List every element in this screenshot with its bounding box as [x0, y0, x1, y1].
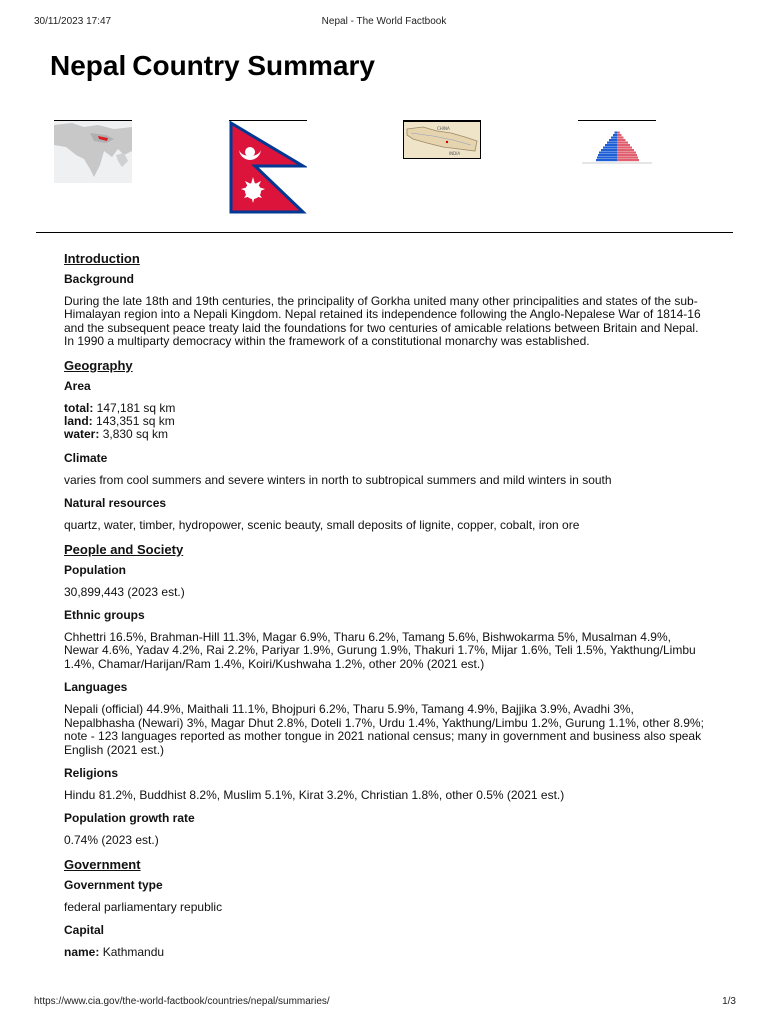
print-date: 30/11/2023 17:47 — [34, 16, 112, 27]
area-land: land: 143,351 sq km — [64, 414, 175, 429]
print-doc-title: Nepal - The World Factbook — [321, 16, 447, 27]
summary-content — [64, 249, 704, 960]
svg-text:CHINA: CHINA — [437, 126, 450, 131]
field-label-languages: Languages — [64, 680, 128, 695]
field-label-climate: Climate — [64, 450, 108, 465]
field-label-area: Area — [64, 378, 91, 393]
field-value-ethnic-groups: Chhettri 16.5%, Brahman-Hill 11.3%, Magar 6.9%, Tharu 6.2%, Tamang 5.6%, Bishwokarma 5%, Musalman 4.9%, Newar 4.6%, Yadav 4.2%, Rai 2.2%, Pariyar 1.9%, Gurung 1.9%, Thakuri 1.7%, Mijar 1.6%, Teli 1.5%, Yakthung/Limbu 1.4%, Chamar/Harijan/Ram 1.4%, Koiri/Kushwaha 1.2%, other 20% (2021 est.) — [64, 630, 696, 671]
section-heading-people-and-society[interactable]: People and Society — [64, 541, 184, 557]
field-value-area — [64, 402, 704, 442]
header-divider — [36, 232, 733, 233]
field-value-climate: varies from cool summers and severe winters in north to subtropical summers and mild winters in south — [64, 472, 612, 487]
print-url[interactable]: https://www.cia.gov/the-world-factbook/countries/nepal/summaries/ — [34, 996, 330, 1007]
population-pyramid-icon — [578, 121, 656, 167]
field-value-background: During the late 18th and 19th centuries, the principality of Gorkha united many other principalities and states of the sub-Himalayan region into a Nepali Kingdom. Nepal retained its independence following the Anglo-Nepalese War of 1814-16 and the subsequent peace treaty laid the foundations for two centuries of amicable relations between Britain and Nepal. In 1990 a multiparty democracy within the framework of a constitutional monarchy was established. — [64, 294, 701, 349]
flag-thumbnail[interactable] — [229, 120, 307, 214]
field-value-religions: Hindu 81.2%, Buddhist 8.2%, Muslim 5.1%, Kirat 3.2%, Christian 1.8%, other 0.5% (2021 est.) — [64, 787, 565, 802]
field-value-population: 30,899,443 (2023 est.) — [64, 584, 185, 599]
section-heading-geography[interactable]: Geography — [64, 357, 133, 373]
capital-name-key: name: — [64, 945, 100, 960]
print-header — [0, 16, 768, 30]
field-label-population: Population — [64, 562, 126, 577]
section-heading-introduction[interactable]: Introduction — [64, 251, 140, 266]
print-footer — [0, 996, 768, 1010]
field-label-background: Background — [64, 272, 135, 286]
field-label-natural-resources: Natural resources — [64, 496, 167, 511]
country-map-icon — [403, 121, 481, 159]
area-water: water: 3,830 sq km — [64, 427, 169, 442]
capital-name: Kathmandu — [102, 945, 165, 960]
country-map-thumbnail[interactable] — [403, 120, 481, 159]
field-label-government-type: Government type — [64, 877, 163, 892]
field-value-languages: Nepali (official) 44.9%, Maithali 11.1%, Bhojpuri 6.2%, Tharu 5.9%, Tamang 4.9%, Bajjika 3.9%, Avadhi 3%, Nepalbhasha (Newari) 3%, Magar Dhut 2.8%, Doteli 1.7%, Urdu 1.4%, Yakthung/Limbu 1.2%, Gurung 1.1%, other 8.9%; note - 123 languages reported as mother tongue in 2021 national census; many in government and business also speak English (2021 est.) — [64, 702, 704, 757]
field-value-population-growth-rate: 0.74% (2023 est.) — [64, 833, 159, 848]
locator-map-icon — [54, 121, 132, 203]
field-value-natural-resources: quartz, water, timber, hydropower, scenic beauty, small deposits of lignite, copper, cobalt, iron ore — [64, 518, 580, 533]
svg-text:INDIA: INDIA — [449, 151, 461, 156]
field-value-government-type: federal parliamentary republic — [64, 899, 223, 914]
page-title-label: Country Summary — [132, 50, 375, 81]
population-pyramid-thumbnail[interactable] — [578, 120, 656, 167]
flag-icon — [229, 121, 307, 214]
section-heading-government[interactable]: Government — [64, 856, 141, 872]
locator-map-thumbnail[interactable] — [54, 120, 132, 203]
field-value-capital — [64, 946, 704, 959]
page-title — [50, 50, 375, 82]
print-page-number: 1/3 — [722, 996, 736, 1007]
area-total: total: 147,181 sq km — [64, 400, 176, 415]
field-label-religions: Religions — [64, 765, 119, 780]
field-label-population-growth-rate: Population growth rate — [64, 811, 195, 826]
field-label-capital: Capital — [64, 923, 105, 938]
field-label-ethnic-groups: Ethnic groups — [64, 608, 145, 623]
page-title-country: Nepal — [50, 50, 127, 81]
